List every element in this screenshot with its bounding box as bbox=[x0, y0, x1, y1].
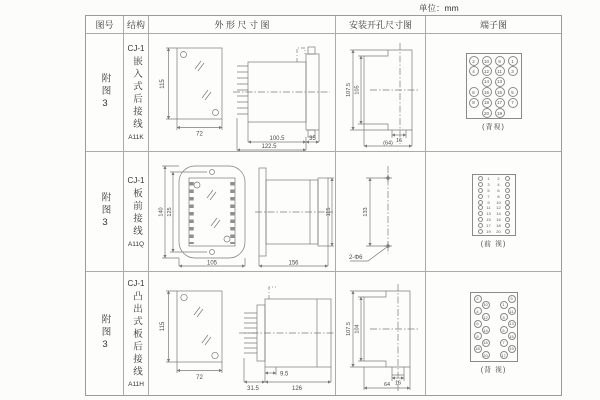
cell-row2-structure bbox=[124, 152, 149, 272]
dim-label: 156 bbox=[288, 260, 299, 267]
terminal-number: 8 bbox=[497, 193, 500, 199]
terminal-pin bbox=[505, 194, 510, 199]
terminal-number: 5 bbox=[487, 187, 490, 193]
terminal-pin bbox=[478, 211, 483, 216]
structure-label: 凸出式板后接线 bbox=[131, 290, 142, 379]
terminal-row bbox=[473, 223, 515, 228]
terminal-pin: 12 bbox=[483, 314, 488, 320]
mounting-drawing-a11q bbox=[336, 152, 425, 271]
terminal-row bbox=[473, 217, 515, 222]
dim-label: 122.5 bbox=[261, 144, 277, 150]
dim-label: 115 bbox=[160, 321, 166, 331]
terminal-pin bbox=[505, 217, 510, 222]
terminal-pin: 11 bbox=[509, 308, 514, 314]
terminal-caption: (背视) bbox=[482, 124, 505, 131]
terminal-pin: 2 bbox=[469, 56, 479, 66]
unit-label: 单位：mm bbox=[419, 3, 459, 13]
dim-label: 9.5 bbox=[280, 371, 289, 377]
cell-row2-outline bbox=[149, 152, 336, 272]
terminal-pin: 2 bbox=[474, 295, 482, 303]
code-label: A11K bbox=[128, 134, 144, 141]
code-label: A11H bbox=[128, 381, 144, 389]
cell-row3-structure bbox=[124, 272, 149, 395]
terminal-row bbox=[473, 194, 515, 199]
terminal-pin: 3 bbox=[500, 313, 508, 321]
hatch-marks bbox=[195, 61, 211, 100]
terminal-pin: 13 bbox=[495, 77, 505, 87]
terminal-number: 12 bbox=[496, 205, 501, 211]
terminal-pin: 5 bbox=[508, 87, 518, 97]
terminal-pin: 20 bbox=[483, 352, 488, 358]
terminal-pin bbox=[505, 188, 510, 193]
outline-drawing-a11h bbox=[149, 273, 335, 395]
dim-label: 64 bbox=[383, 381, 391, 388]
cell-row1-mounting bbox=[336, 34, 426, 152]
terminal-pin: 17 bbox=[501, 352, 506, 358]
header-outline: 外 形 尺 寸 图 bbox=[149, 16, 336, 34]
dim-label: 16 bbox=[394, 380, 402, 386]
dim-label: 105 bbox=[206, 260, 218, 267]
terminal-pin: 15 bbox=[509, 333, 514, 339]
terminal-pin bbox=[478, 188, 483, 193]
terminal-pin: 1 bbox=[500, 301, 508, 309]
terminal-number: 17 bbox=[486, 223, 491, 229]
terminal-row bbox=[473, 205, 515, 210]
terminal-pin: 14 bbox=[482, 77, 492, 87]
terminal-row bbox=[473, 200, 515, 205]
terminal-pin bbox=[478, 229, 483, 234]
terminal-pin: 10 bbox=[483, 302, 488, 308]
dim-label: 72 bbox=[196, 131, 203, 138]
terminal-pin: 9 bbox=[508, 295, 516, 303]
terminal-grid-zigzag bbox=[470, 292, 518, 362]
terminal-pin: 20 bbox=[482, 108, 492, 118]
terminal-pin bbox=[505, 176, 510, 181]
terminal-pin: 15 bbox=[495, 87, 505, 97]
terminal-row bbox=[473, 176, 515, 181]
terminal-pin bbox=[478, 182, 483, 187]
terminal-pin: 13 bbox=[509, 321, 514, 327]
terminal-pin: 16 bbox=[483, 340, 488, 346]
terminal-number: 14 bbox=[496, 211, 501, 217]
outline-drawing-a11k bbox=[149, 34, 335, 151]
terminal-number: 16 bbox=[496, 217, 501, 223]
spec-table bbox=[85, 15, 562, 396]
cell-row2-mounting bbox=[336, 152, 426, 272]
model-label: CJ-1 bbox=[127, 175, 145, 185]
header-fig-no: 图号 bbox=[86, 16, 124, 34]
terminal-pin bbox=[505, 205, 510, 210]
terminal-pin: 16 bbox=[482, 87, 492, 97]
dim-label: 115 bbox=[326, 207, 332, 217]
terminal-pin: 8 bbox=[474, 332, 482, 340]
cell-row1-structure bbox=[124, 34, 149, 152]
terminal-pin: 18 bbox=[475, 346, 480, 352]
terminal-pin: 19 bbox=[495, 108, 505, 118]
mounting-drawing-a11k bbox=[336, 34, 425, 151]
terminal-pin: 4 bbox=[474, 307, 482, 315]
terminal-number: 3 bbox=[487, 181, 490, 187]
terminal-number: 13 bbox=[486, 211, 491, 217]
structure-label: 嵌入式后接线 bbox=[131, 56, 142, 131]
terminal-pin: 8 bbox=[469, 98, 479, 108]
dim-label: 16 bbox=[395, 138, 403, 144]
terminal-number: 1 bbox=[487, 175, 490, 181]
terminal-pin: 19 bbox=[509, 346, 514, 352]
cell-row3-fig-no bbox=[86, 272, 124, 395]
dim-label: 35 bbox=[309, 136, 316, 142]
code-label: A11Q bbox=[127, 240, 145, 248]
terminal-pin bbox=[478, 223, 483, 228]
terminal-number: 11 bbox=[486, 205, 491, 211]
terminal-number: 10 bbox=[496, 199, 501, 205]
cell-row1-fig-no bbox=[86, 34, 124, 152]
cell-row2-fig-no bbox=[86, 152, 124, 272]
terminal-caption: (背 视) bbox=[480, 367, 507, 374]
dim-label: 107.5 bbox=[346, 83, 352, 97]
terminal-pin: 17 bbox=[495, 98, 505, 108]
terminal-row bbox=[473, 229, 515, 234]
terminal-pin bbox=[478, 200, 483, 205]
terminal-number: 19 bbox=[486, 229, 491, 235]
dim-label: 133 bbox=[363, 207, 369, 217]
header-structure: 结构 bbox=[124, 16, 149, 34]
cell-row2-terminal bbox=[426, 152, 561, 272]
hatch-marks bbox=[207, 190, 220, 228]
terminal-pin: 1 bbox=[508, 56, 518, 66]
structure-label: 板前接线 bbox=[131, 187, 142, 238]
terminal-grid-plug bbox=[466, 53, 522, 119]
terminal-pin bbox=[478, 205, 483, 210]
terminal-pin bbox=[505, 200, 510, 205]
terminal-caption: (前 视) bbox=[480, 241, 507, 248]
dim-label: 105 bbox=[354, 85, 361, 95]
cell-row3-terminal bbox=[426, 272, 561, 395]
terminal-grid-front bbox=[472, 174, 516, 236]
terminal-pin bbox=[505, 229, 510, 234]
terminal-number: 6 bbox=[497, 187, 500, 193]
terminal-pin: 18 bbox=[482, 98, 492, 108]
terminal-pin bbox=[478, 176, 483, 181]
terminal-pin: 7 bbox=[508, 98, 518, 108]
terminal-number: 18 bbox=[496, 223, 501, 229]
terminal-row bbox=[473, 188, 515, 193]
terminal-number: 15 bbox=[486, 217, 491, 223]
dim-label: 140 bbox=[158, 207, 165, 217]
terminal-number: 2 bbox=[497, 175, 500, 181]
terminal-pin: 4 bbox=[469, 66, 479, 76]
hatch-marks bbox=[194, 307, 211, 345]
dim-label: 31.5 bbox=[247, 385, 259, 392]
dim-label: 115 bbox=[160, 79, 166, 89]
mounting-drawing-a11h bbox=[336, 273, 425, 395]
terminal-pin bbox=[478, 194, 483, 199]
fig-no-label: 附图3 bbox=[99, 192, 111, 231]
model-label: CJ-1 bbox=[127, 278, 145, 288]
dim-label: 100.5 bbox=[269, 136, 285, 142]
terminal-row bbox=[473, 211, 515, 216]
terminal-pin: 14 bbox=[483, 327, 488, 333]
outline-drawing-a11q bbox=[149, 152, 335, 271]
cell-row3-mounting bbox=[336, 272, 426, 395]
terminal-number: 7 bbox=[487, 193, 490, 199]
terminal-pin: 6 bbox=[469, 87, 479, 97]
terminal-pin: 9 bbox=[495, 56, 505, 66]
header-terminal: 端子图 bbox=[426, 16, 561, 34]
terminal-pin bbox=[505, 223, 510, 228]
terminal-pin: 7 bbox=[500, 339, 508, 347]
terminal-pin bbox=[505, 182, 510, 187]
dim-label: 2-Φ6 bbox=[349, 255, 363, 261]
dim-label: 126 bbox=[291, 385, 303, 392]
model-label: CJ-1 bbox=[127, 44, 145, 53]
cell-row1-terminal bbox=[426, 34, 561, 152]
dim-label: 72 bbox=[196, 374, 203, 381]
terminal-pin: 10 bbox=[482, 56, 492, 66]
dim-label: 107.5 bbox=[346, 321, 352, 336]
dim-label: (64) bbox=[383, 140, 393, 147]
terminal-pin bbox=[505, 211, 510, 216]
terminal-row bbox=[473, 182, 515, 187]
cell-row3-outline bbox=[149, 272, 336, 395]
dim-label: 104 bbox=[354, 323, 361, 334]
terminal-pin: 3 bbox=[508, 66, 518, 76]
terminal-pin: 5 bbox=[500, 326, 508, 334]
terminal-pin: 11 bbox=[495, 66, 505, 76]
terminal-number: 20 bbox=[496, 229, 501, 235]
terminal-pin: 12 bbox=[482, 66, 492, 76]
terminal-number: 4 bbox=[497, 181, 500, 187]
terminal-pin bbox=[478, 217, 483, 222]
terminal-pin: 6 bbox=[474, 320, 482, 328]
dim-label: 125 bbox=[167, 207, 173, 217]
cell-row1-outline bbox=[149, 34, 336, 152]
fig-no-label: 附图3 bbox=[99, 73, 111, 112]
header-mounting: 安装开孔尺寸图 bbox=[336, 16, 426, 34]
fig-no-label: 附图3 bbox=[99, 314, 111, 353]
terminal-number: 9 bbox=[487, 199, 490, 205]
